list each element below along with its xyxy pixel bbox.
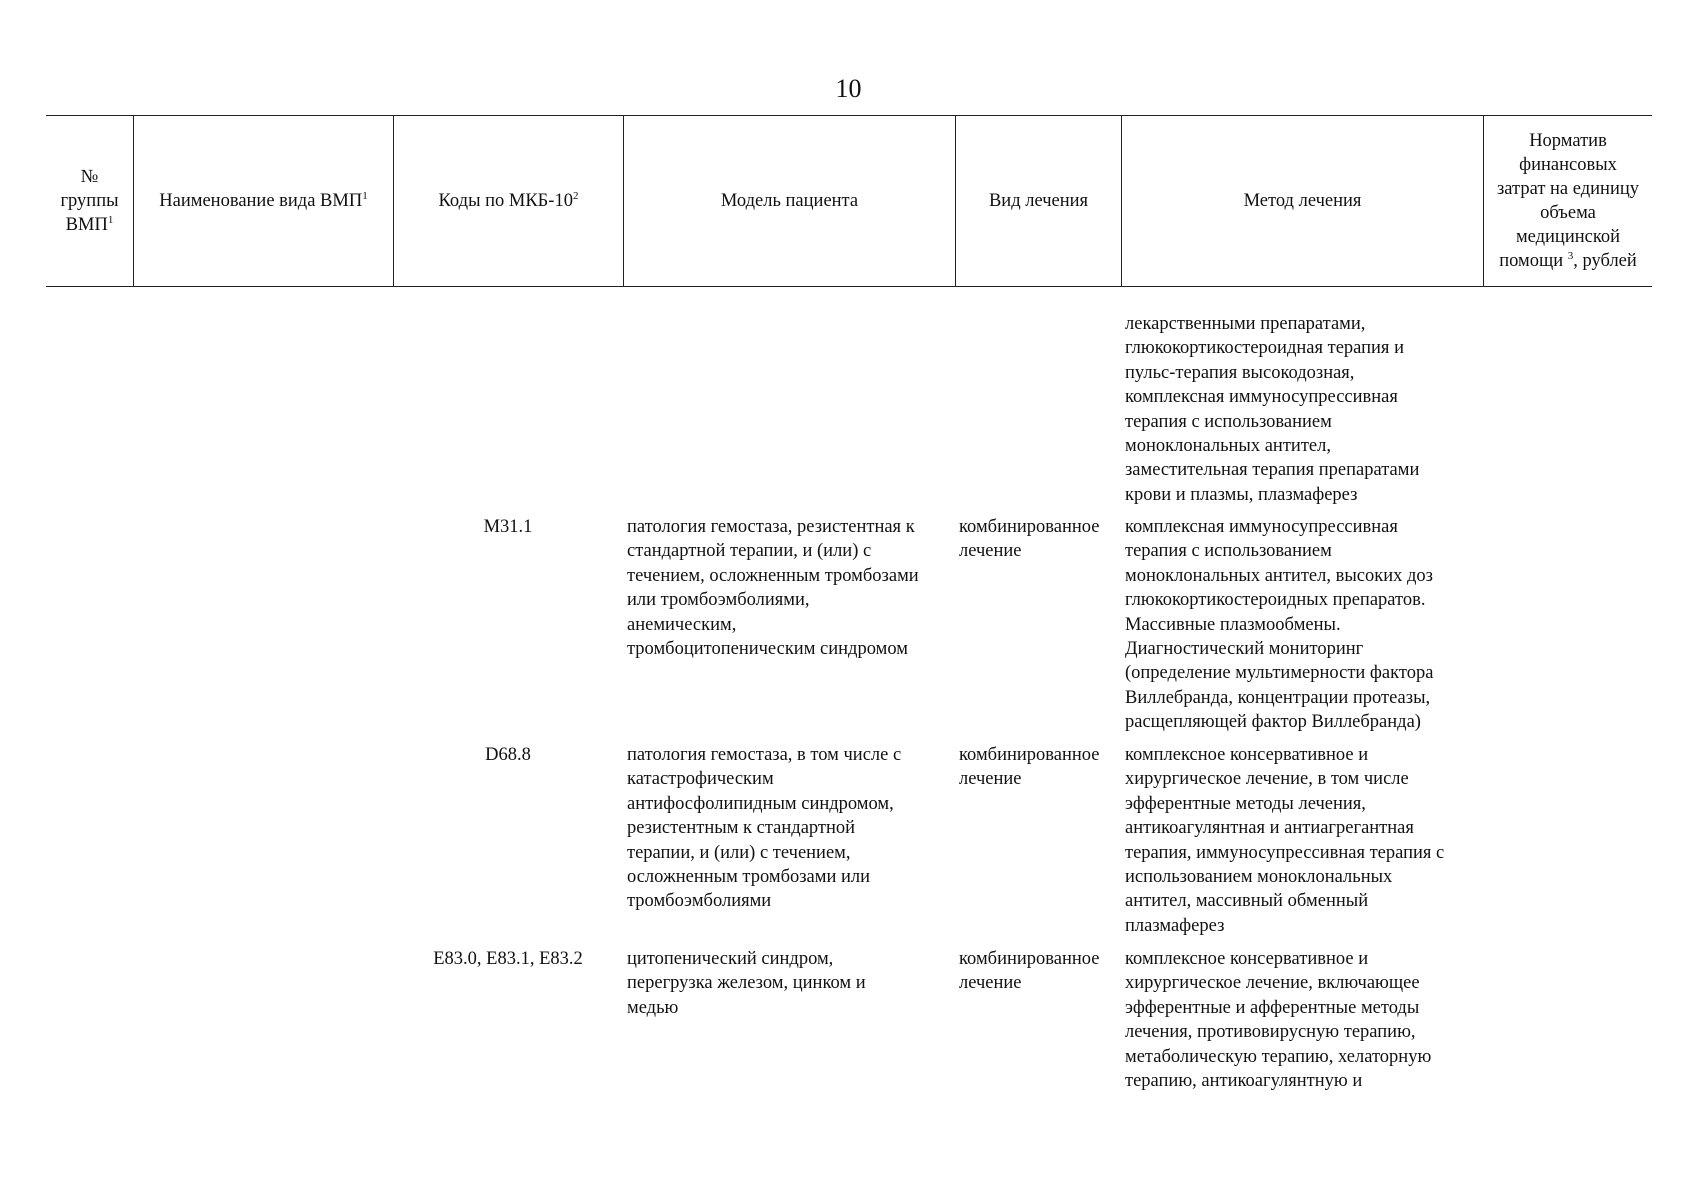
header-mkb-codes-label: Коды по МКБ-10 (438, 191, 573, 211)
row-0-method: лекарственными препаратами, глюкокортикостероидная терапия и пульс-терапия высокодозная, комплексная иммуносупрессивная терапия с использованием моноклональных антител, заместительная терапия препаратами крови и плазмы, плазмаферез (1125, 314, 1420, 505)
row-1-method: комплексная иммуносупрессивная терапия с использованием моноклональных антител, высоких доз глюкокортикостероидных препаратов. Массивные плазмообмены. Диагностический мониторинг (определение мультимерности фактора Виллебранда, концентрации протеазы, расщепляющей фактор Виллебранда) (1125, 517, 1434, 733)
header-vmp-name-footnote: 1 (362, 189, 368, 202)
header-cost-norm (1483, 116, 1652, 286)
row-2-type: комбинированное лечение (959, 745, 1100, 790)
header-patient-model (623, 116, 955, 286)
row-3-method: комплексное консервативное и хирургическое лечение, включающее эфферентные и афферентные методы лечения, противовирусную терапию, метаболическую терапию, хелаторную терапию, антикоагулянтную и (1125, 949, 1432, 1092)
header-treatment-method (1121, 116, 1483, 286)
row-2-method: комплексное консервативное и хирургическое лечение, в том числе эфферентные методы лечения, антикоагулянтная и антиагрегантная терапия, иммуносупрессивная терапия с использованием моноклональных антител, массивный обменный плазмаферез (1125, 745, 1445, 936)
row-1-code: M31.1 (483, 517, 533, 537)
header-patient-model-label: Модель пациента (720, 191, 859, 211)
header-treatment-type (955, 116, 1121, 286)
header-cost-norm-label: Норматив финансовых затрат на единицу объема медицинской помощи (1496, 131, 1639, 271)
row-3-code: E83.0, E83.1, E83.2 (433, 949, 583, 969)
page-number: 10 (835, 74, 862, 103)
header-mkb-codes-footnote: 2 (572, 189, 579, 202)
row-1-model: патология гемостаза, резистентная к стандартной терапии, и (или) с течением, осложненным тромбозами или тромбоэмболиями, анемическим, тромбоцитопеническим синдромом (627, 517, 919, 660)
header-cost-norm-footnote: 3 (1567, 249, 1574, 262)
row-3-type: комбинированное лечение (959, 949, 1100, 994)
header-treatment-method-label: Метод лечения (1243, 191, 1362, 211)
header-mkb-codes (393, 116, 623, 286)
header-group-no-footnote: 1 (107, 213, 114, 226)
row-1-type: комбинированное лечение (959, 517, 1100, 562)
row-2-code: D68.8 (485, 745, 531, 765)
header-vmp-name-label: Наименование вида ВМП (159, 191, 363, 211)
row-3-model: цитопенический синдром, перегрузка железом, цинком и медью (627, 949, 866, 1018)
header-vmp-name (133, 116, 393, 286)
row-2-model: патология гемостаза, в том числе с катастрофическим антифосфолипидным синдромом, резистентным к стандартной терапии, и (или) с течением, осложненным тромбозами или тромбоэмболиями (627, 745, 902, 912)
header-group-no-label: № группы ВМП (60, 167, 119, 235)
table-header (46, 115, 1652, 287)
header-group-no (46, 116, 133, 286)
header-treatment-type-label: Вид лечения (988, 191, 1089, 211)
header-cost-norm-unit: , рублей (1573, 251, 1637, 271)
